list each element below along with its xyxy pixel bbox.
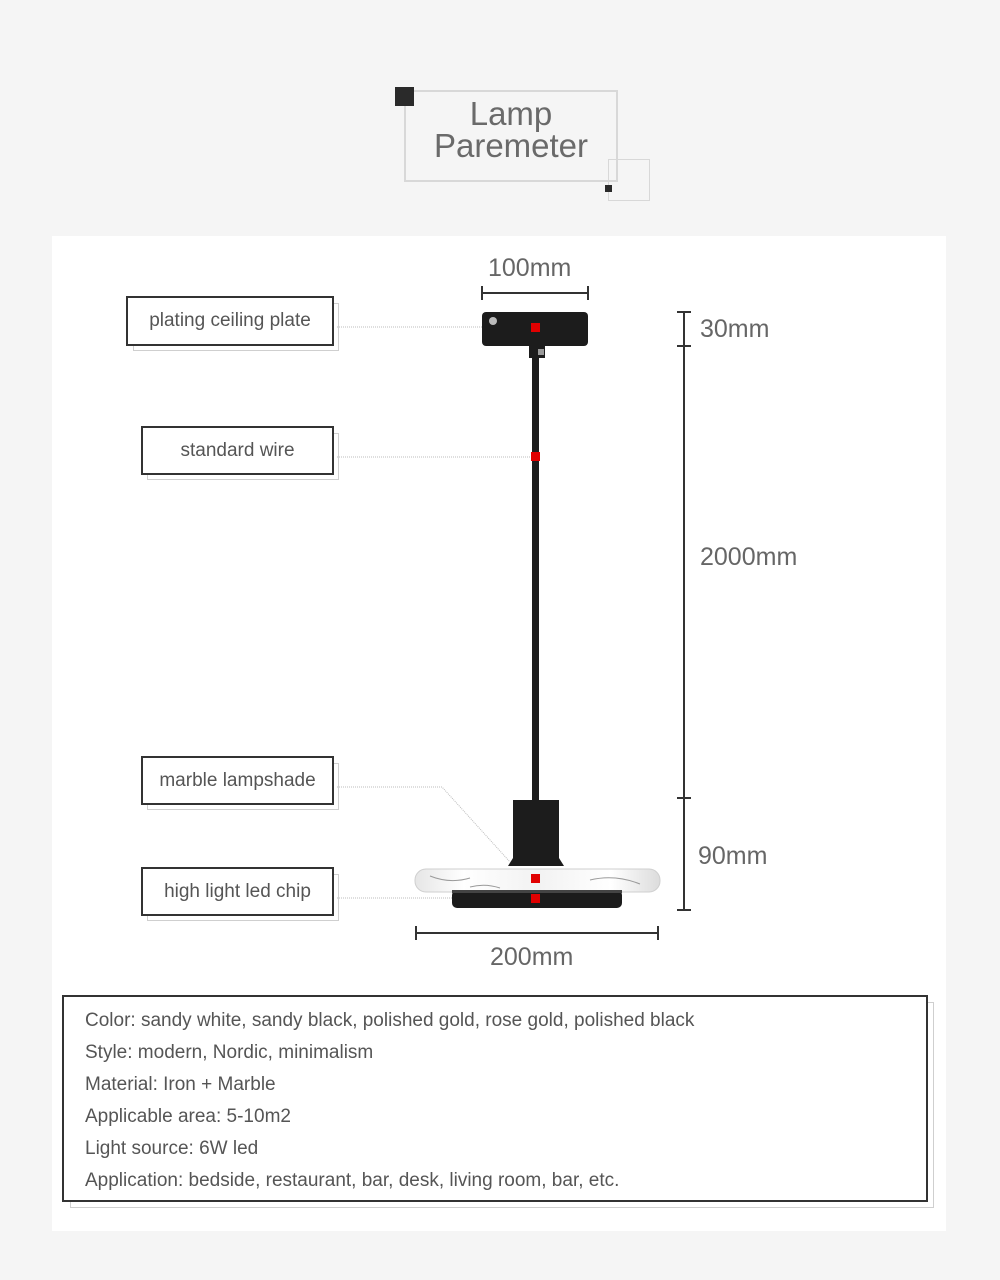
label-wire: standard wire — [141, 426, 334, 475]
marker-lampshade — [531, 874, 540, 883]
dim-line-plate-width — [482, 286, 588, 300]
title-line-2: Paremeter — [433, 127, 589, 164]
title-line-1: Lamp — [469, 95, 553, 132]
dim-line-vertical — [677, 312, 691, 910]
spec-style: Style: modern, Nordic, minimalism — [85, 1042, 374, 1063]
spec-light-source: Light source: 6W led — [85, 1138, 259, 1159]
label-led-chip: high light led chip — [141, 867, 334, 916]
dim-wire-length: 2000mm — [700, 543, 798, 571]
dim-shade-width: 200mm — [490, 943, 574, 971]
label-lampshade: marble lampshade — [141, 756, 334, 805]
marker-ceiling-plate — [531, 323, 540, 332]
wire — [532, 358, 539, 800]
marker-led-chip — [531, 894, 540, 903]
spec-area: Applicable area: 5-10m2 — [85, 1106, 291, 1127]
leader-line-lampshade — [337, 787, 510, 862]
label-ceiling-plate: plating ceiling plate — [126, 296, 334, 346]
spec-box — [62, 995, 928, 1202]
marker-wire — [531, 452, 540, 461]
spec-color: Color: sandy white, sandy black, polished gold, rose gold, polished black — [85, 1010, 695, 1031]
plate-connector-detail — [538, 349, 544, 355]
dim-plate-width: 100mm — [488, 254, 572, 282]
plate-screw — [489, 317, 497, 325]
dim-line-shade-width — [416, 926, 658, 940]
lamp-holder — [508, 800, 564, 866]
dim-shade-height: 90mm — [698, 842, 768, 870]
spec-material: Material: Iron + Marble — [85, 1074, 276, 1095]
led-base-edge — [452, 890, 622, 893]
spec-application: Application: bedside, restaurant, bar, desk, living room, bar, etc. — [85, 1170, 620, 1191]
dim-plate-height: 30mm — [700, 315, 770, 343]
